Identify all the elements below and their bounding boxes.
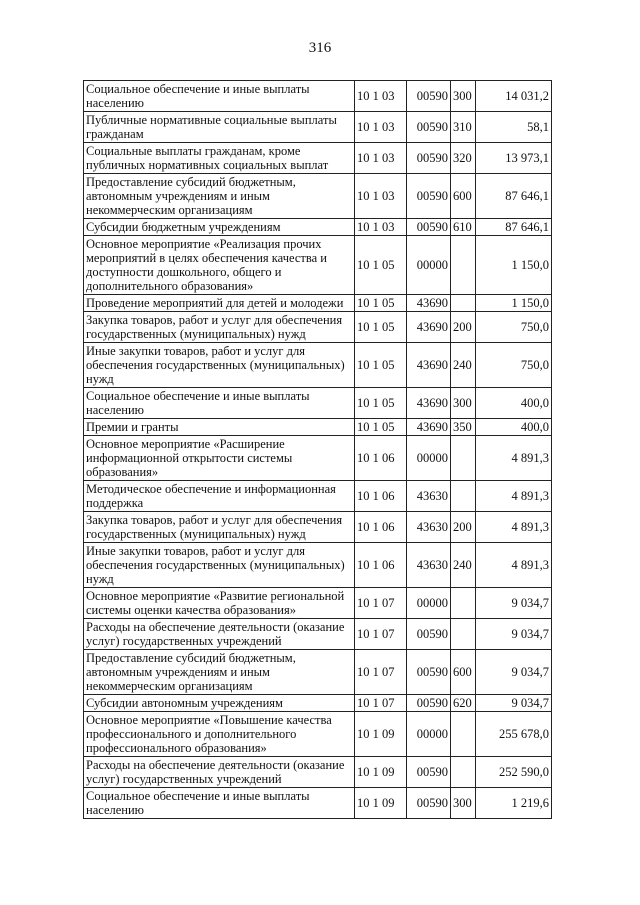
expense-name-cell: Публичные нормативные социальные выплаты гражданам [84,112,355,143]
expense-name-cell: Расходы на обеспечение деятельности (оказание услуг) государственных учреждений [84,619,355,650]
direction-code-cell: 43630 [407,543,451,588]
direction-code-cell: 00590 [407,143,451,174]
table-row [84,295,552,312]
table-row [84,512,552,543]
expense-type-cell: 610 [451,219,476,236]
expense-name-cell: Предоставление субсидий бюджетным, автономным учреждениям и иным некоммерческим организациям [84,174,355,219]
expense-name-cell: Основное мероприятие «Повышение качества профессионального и дополнительного профессионального образования» [84,712,355,757]
amount-cell: 4 891,3 [476,543,552,588]
expense-name-cell: Иные закупки товаров, работ и услуг для обеспечения государственных (муниципальных) нужд [84,543,355,588]
direction-code-cell: 43630 [407,512,451,543]
program-code-cell: 10 1 05 [355,236,407,295]
expense-type-cell: 300 [451,81,476,112]
expense-name-cell: Основное мероприятие «Развитие региональной системы оценки качества образования» [84,588,355,619]
expense-type-cell: 200 [451,512,476,543]
amount-cell: 9 034,7 [476,650,552,695]
table-row [84,619,552,650]
expense-type-cell [451,588,476,619]
table-row [84,81,552,112]
program-code-cell: 10 1 03 [355,81,407,112]
program-code-cell: 10 1 03 [355,219,407,236]
direction-code-cell: 43690 [407,312,451,343]
program-code-cell: 10 1 05 [355,343,407,388]
direction-code-cell: 00590 [407,757,451,788]
direction-code-cell: 43630 [407,481,451,512]
expense-name-cell: Закупка товаров, работ и услуг для обеспечения государственных (муниципальных) нужд [84,312,355,343]
expense-name-cell: Социальное обеспечение и иные выплаты населению [84,788,355,819]
expense-type-cell: 300 [451,788,476,819]
amount-cell: 14 031,2 [476,81,552,112]
direction-code-cell: 00590 [407,81,451,112]
program-code-cell: 10 1 07 [355,650,407,695]
program-code-cell: 10 1 03 [355,112,407,143]
expense-type-cell [451,436,476,481]
direction-code-cell: 00000 [407,712,451,757]
expense-type-cell: 300 [451,388,476,419]
amount-cell: 750,0 [476,312,552,343]
expense-type-cell: 310 [451,112,476,143]
program-code-cell: 10 1 09 [355,757,407,788]
expense-type-cell [451,619,476,650]
amount-cell: 87 646,1 [476,174,552,219]
expense-type-cell [451,712,476,757]
amount-cell: 9 034,7 [476,588,552,619]
expense-type-cell [451,757,476,788]
expense-type-cell: 620 [451,695,476,712]
budget-table-body [84,81,552,819]
program-code-cell: 10 1 06 [355,481,407,512]
amount-cell: 400,0 [476,419,552,436]
program-code-cell: 10 1 06 [355,512,407,543]
table-row [84,219,552,236]
direction-code-cell: 43690 [407,419,451,436]
direction-code-cell: 00590 [407,650,451,695]
program-code-cell: 10 1 05 [355,388,407,419]
direction-code-cell: 00000 [407,436,451,481]
amount-cell: 9 034,7 [476,695,552,712]
amount-cell: 1 219,6 [476,788,552,819]
table-row [84,481,552,512]
amount-cell: 4 891,3 [476,436,552,481]
program-code-cell: 10 1 05 [355,419,407,436]
table-row [84,174,552,219]
amount-cell: 400,0 [476,388,552,419]
direction-code-cell: 00000 [407,588,451,619]
amount-cell: 255 678,0 [476,712,552,757]
program-code-cell: 10 1 07 [355,588,407,619]
expense-name-cell: Премии и гранты [84,419,355,436]
expense-type-cell: 600 [451,650,476,695]
expense-name-cell: Социальное обеспечение и иные выплаты населению [84,81,355,112]
expense-name-cell: Социальное обеспечение и иные выплаты населению [84,388,355,419]
amount-cell: 4 891,3 [476,481,552,512]
expense-type-cell [451,481,476,512]
direction-code-cell: 43690 [407,343,451,388]
direction-code-cell: 00590 [407,219,451,236]
program-code-cell: 10 1 03 [355,174,407,219]
expense-type-cell [451,295,476,312]
expense-name-cell: Методическое обеспечение и информационная поддержка [84,481,355,512]
program-code-cell: 10 1 05 [355,295,407,312]
budget-table [83,80,552,819]
direction-code-cell: 00000 [407,236,451,295]
direction-code-cell: 00590 [407,112,451,143]
expense-type-cell: 320 [451,143,476,174]
table-row [84,757,552,788]
direction-code-cell: 00590 [407,619,451,650]
amount-cell: 87 646,1 [476,219,552,236]
table-row [84,112,552,143]
table-row [84,143,552,174]
amount-cell: 252 590,0 [476,757,552,788]
table-row [84,588,552,619]
expense-name-cell: Закупка товаров, работ и услуг для обеспечения государственных (муниципальных) нужд [84,512,355,543]
expense-type-cell: 240 [451,343,476,388]
amount-cell: 4 891,3 [476,512,552,543]
amount-cell: 750,0 [476,343,552,388]
expense-name-cell: Основное мероприятие «Расширение информационной открытости системы образования» [84,436,355,481]
expense-type-cell [451,236,476,295]
expense-name-cell: Субсидии бюджетным учреждениям [84,219,355,236]
program-code-cell: 10 1 09 [355,712,407,757]
expense-name-cell: Социальные выплаты гражданам, кроме публичных нормативных социальных выплат [84,143,355,174]
expense-type-cell: 240 [451,543,476,588]
program-code-cell: 10 1 06 [355,436,407,481]
table-row [84,712,552,757]
expense-type-cell: 600 [451,174,476,219]
table-row [84,543,552,588]
program-code-cell: 10 1 03 [355,143,407,174]
expense-name-cell: Проведение мероприятий для детей и молодежи [84,295,355,312]
amount-cell: 58,1 [476,112,552,143]
program-code-cell: 10 1 07 [355,619,407,650]
program-code-cell: 10 1 06 [355,543,407,588]
program-code-cell: 10 1 07 [355,695,407,712]
expense-name-cell: Расходы на обеспечение деятельности (оказание услуг) государственных учреждений [84,757,355,788]
page-number: 316 [308,40,332,56]
table-row [84,236,552,295]
direction-code-cell: 00590 [407,788,451,819]
expense-name-cell: Иные закупки товаров, работ и услуг для обеспечения государственных (муниципальных) нужд [84,343,355,388]
amount-cell: 13 973,1 [476,143,552,174]
table-row [84,388,552,419]
table-row [84,788,552,819]
expense-name-cell: Предоставление субсидий бюджетным, автономным учреждениям и иным некоммерческим организациям [84,650,355,695]
table-row [84,419,552,436]
table-row [84,695,552,712]
expense-type-cell: 200 [451,312,476,343]
direction-code-cell: 00590 [407,695,451,712]
amount-cell: 9 034,7 [476,619,552,650]
program-code-cell: 10 1 05 [355,312,407,343]
direction-code-cell: 43690 [407,388,451,419]
expense-name-cell: Субсидии автономным учреждениям [84,695,355,712]
amount-cell: 1 150,0 [476,236,552,295]
table-row [84,436,552,481]
expense-type-cell: 350 [451,419,476,436]
table-row [84,343,552,388]
table-row [84,650,552,695]
expense-name-cell: Основное мероприятие «Реализация прочих мероприятий в целях обеспечения качества и доступности дошкольного, общего и дополнительного образования» [84,236,355,295]
direction-code-cell: 00590 [407,174,451,219]
table-row [84,312,552,343]
amount-cell: 1 150,0 [476,295,552,312]
program-code-cell: 10 1 09 [355,788,407,819]
direction-code-cell: 43690 [407,295,451,312]
